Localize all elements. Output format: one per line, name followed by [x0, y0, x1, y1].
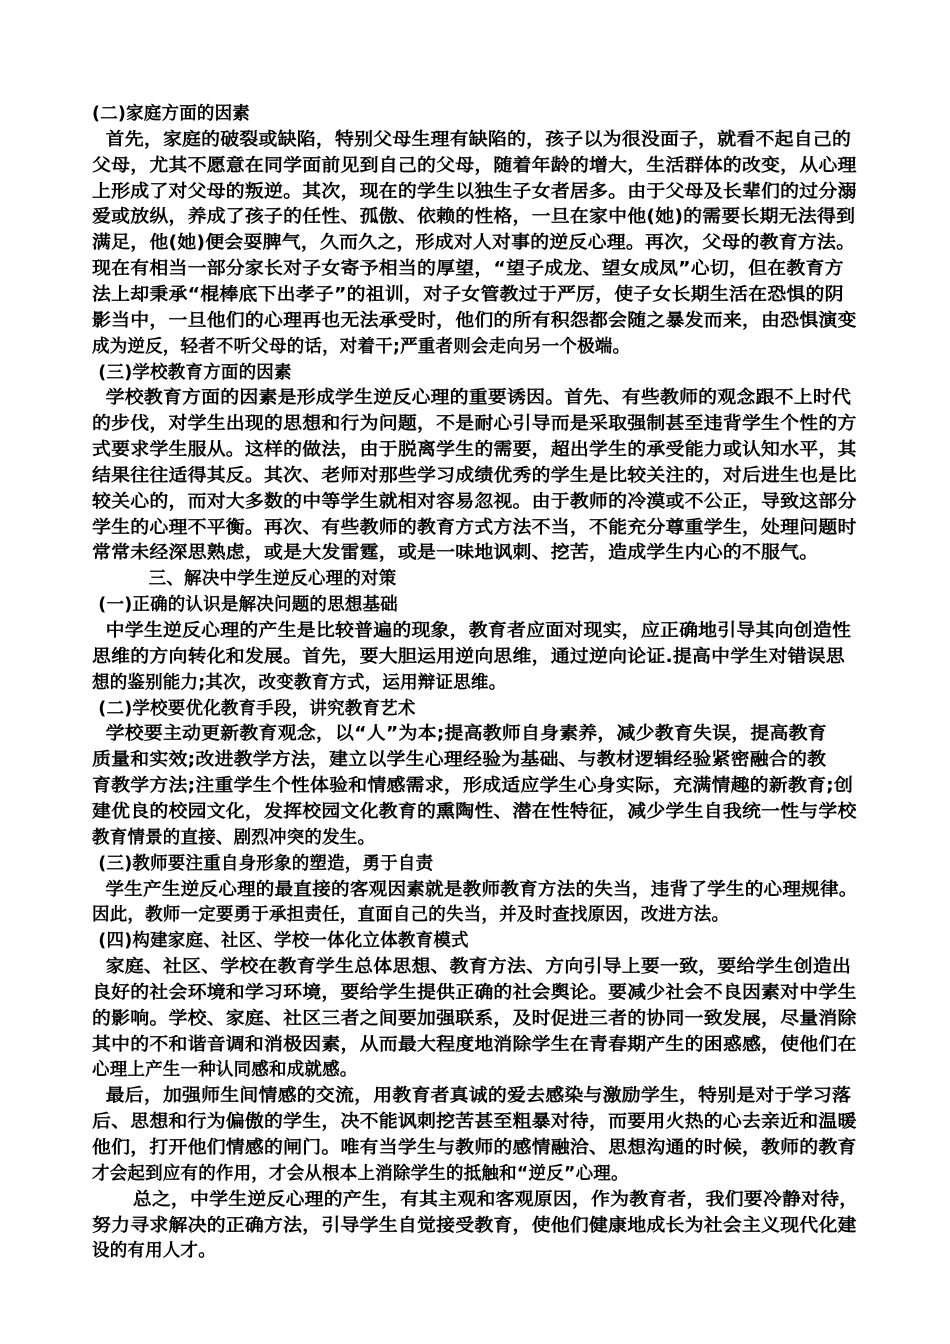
- text-line: 结果往往适得其反。其次、老师对那些学习成绩优秀的学生是比较关注的，对后进生也是比: [92, 465, 857, 486]
- text-line: 学校要主动更新教育观念，以“人”为本;提高教师自身素养，减少教育失误，提高教育: [92, 724, 827, 745]
- text-line: 良好的社会环境和学习环境，要给学生提供正确的社会舆论。要减少社会不良因素对中学生: [92, 982, 857, 1003]
- text-line: 常常未经深思熟虑，或是大发雷霆，或是一味地讽刺、挖苦，造成学生内心的不服气。: [92, 543, 819, 564]
- text-line: 三、解决中学生逆反心理的对策: [92, 569, 397, 590]
- text-line: 首先，家庭的破裂或缺陷，特别父母生理有缺陷的，孩子以为很没面子，就看不起自己的: [92, 129, 852, 150]
- text-line: (二)家庭方面的因素: [92, 104, 250, 124]
- text-line: 想的鉴别能力;其次，改变教育方式，运用辩证思维。: [92, 672, 507, 693]
- text-line: (四)构建家庭、社区、学校一体化立体教育模式: [92, 931, 469, 952]
- text-line: 家庭、社区、学校在教育学生总体思想、教育方法、方向引导上要一致，要给学生创造出: [92, 957, 852, 978]
- text-line: 教育情景的直接、剧烈冲突的发生。: [92, 827, 376, 848]
- text-line: 他们，打开他们情感的闸门。唯有当学生与教师的感情融洽、思想沟通的时候，教师的教育: [92, 1138, 857, 1158]
- text-line: 思维的方向转化和发展。首先，要大胆运用逆向思维，通过逆向论证.提高中学生对错误思: [92, 646, 845, 667]
- text-line: 总之，中学生逆反心理的产生，有其主观和客观原因，作为教育者，我们要冷静对待，: [92, 1189, 859, 1210]
- text-line: 满足，他(她)便会耍脾气，久而久之，形成对人对事的逆反心理。再次，父母的教育方法。: [92, 233, 856, 254]
- text-line: 成为逆反，轻者不听父母的话，对着干;严重者则会走向另一个极端。: [92, 336, 631, 357]
- text-line: 式要求学生服从。这样的做法，由于脱离学生的需要，超出学生的承受能力或认知水平，其: [92, 440, 857, 461]
- text-line: 的步伐，对学生出现的思想和行为问题，不是耐心引导而是采取强制甚至违背学生个性的方: [92, 414, 857, 435]
- text-line: (一)正确的认识是解决问题的思想基础: [92, 595, 398, 616]
- text-line: 心理上产生一种认同感和成就感。: [92, 1060, 358, 1081]
- text-line: 的影响。学校、家庭、社区三者之间要加强联系，及时促进三者的协同一致发展，尽量消除: [92, 1008, 857, 1029]
- text-line: 努力寻求解决的正确方法，引导学生自觉接受教育，使他们健康地成长为社会主义现代化建: [92, 1215, 857, 1236]
- text-line: 学生产生逆反心理的最直接的客观因素就是教师教育方法的失当，违背了学生的心理规律。: [92, 879, 858, 900]
- text-line: 才会起到应有的作用，才会从根本上消除学生的抵触和“逆反”心理。: [92, 1163, 629, 1184]
- text-line: 设的有用人才。: [92, 1241, 216, 1262]
- text-line: 父母，尤其不愿意在同学面前见到自己的父母，随着年龄的增大，生活群体的改变，从心理: [92, 155, 857, 176]
- text-line: 育教学方法;注重学生个性体验和情感需求，形成适应学生心身实际，充满情趣的新教育;创: [92, 776, 854, 797]
- text-line: (三)学校教育方面的因素: [92, 362, 292, 383]
- text-line: (二)学校要优化教育手段，讲究教育艺术: [92, 698, 416, 719]
- text-line: 后、思想和行为偏傲的学生，决不能讽刺挖苦甚至粗暴对待，而要用火热的心去亲近和温暖: [92, 1112, 857, 1133]
- text-line: 其中的不和谐音调和消极因素，从而最大程度地消除学生在青春期产生的困惑感，使他们在: [92, 1034, 857, 1055]
- text-line: 学生的心理不平衡。再次、有些教师的教育方式方法不当，不能充分尊重学生，处理问题时: [92, 517, 857, 538]
- text-line: 爱或放纵，养成了孩子的任性、孤傲、依赖的性格，一旦在家中他(她)的需要长期无法得到: [92, 207, 856, 228]
- text-line: 影当中，一旦他们的心理再也无法承受时，他们的所有积怨都会随之暴发而来，由恐惧演变: [92, 310, 857, 331]
- text-line: 建优良的校园文化，发挥校园文化教育的熏陶性、潜在性特征，减少学生自我统一性与学校: [92, 801, 857, 822]
- text-line: 学校教育方面的因素是形成学生逆反心理的重要诱因。首先、有些教师的观念跟不上时代: [92, 388, 852, 409]
- text-line: 质量和实效;改进教学方法，建立以学生心理经验为基础、与教材逻辑经验紧密融合的教: [92, 750, 827, 771]
- text-line: 较关心的，而对大多数的中等学生就相对容易忽视。由于教师的冷漠或不公正，导致这部分: [92, 491, 857, 512]
- text-line: (三)教师要注重自身形象的塑造，勇于自责: [92, 853, 434, 874]
- text-line: 现在有相当一部分家长对子女寄予相当的厚望，“望子成龙、望女成凤”心切，但在教育方: [92, 259, 844, 280]
- text-line: 上形成了对父母的叛逆。其次，现在的学生以独生子女者居多。由于父母及长辈们的过分溺: [92, 181, 857, 202]
- text-line: 最后，加强师生间情感的交流，用教育者真诚的爱去感染与激励学生，特别是对于学习落: [92, 1086, 852, 1107]
- text-line: 法上却秉承“棍棒底下出孝子”的祖训，对子女管教过于严厉，使子女长期生活在恐惧的阴: [92, 284, 844, 305]
- text-line: 因此，教师一定要勇于承担责任，直面自己的失当，并及时查找原因，改进方法。: [92, 905, 730, 926]
- text-line: 中学生逆反心理的产生是比较普遍的现象，教育者应面对现实，应正确地引导其向创造性: [92, 621, 852, 641]
